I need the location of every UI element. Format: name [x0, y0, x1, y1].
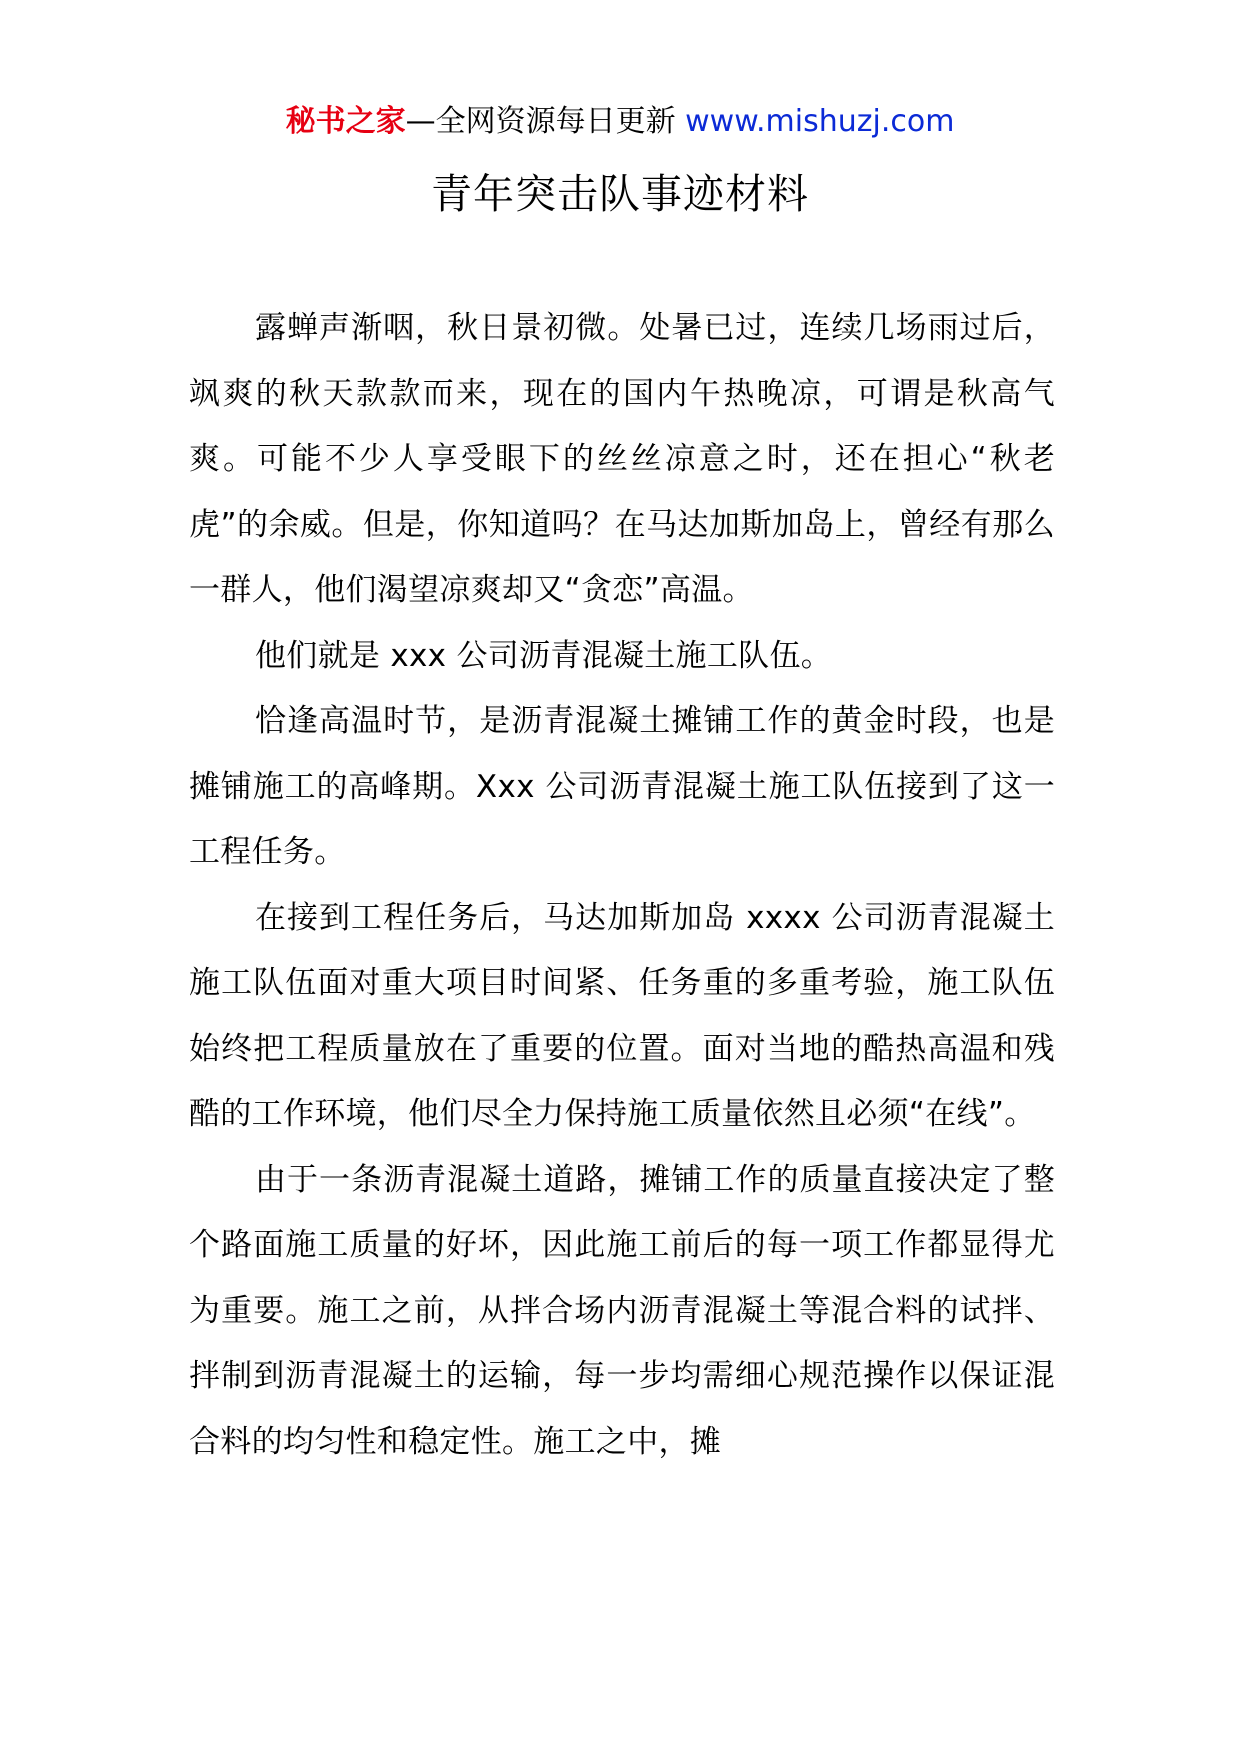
header-slogan: —全网资源每日更新: [405, 104, 686, 139]
paragraph-team: 他们就是 xxx 公司沥青混凝土施工队伍。: [255, 637, 833, 674]
paragraph-quality: 由于一条沥青混凝土道路，摊铺工作的质量直接决定了整个路面施工质量的好坏，因此施工前后的每一项工作都显得尤为重要。施工之前，从拌合场内沥青混凝土等混合料的试拌、拌制到沥青混凝土的运输，每一步均需细心规范操作以保证混合料的均匀性和稳定性。施工之中，摊: [189, 1161, 1055, 1460]
document-body: [189, 296, 1055, 1475]
paragraph-intro: 露蝉声渐咽，秋日景初微。处暑已过，连续几场雨过后，飒爽的秋天款款而来，现在的国内午热晚凉，可谓是秋高气爽。可能不少人享受眼下的丝丝凉意之时，还在担心“秋老虎”的余威。但是，你知道吗？在马达加斯加岛上，曾经有那么一群人，他们渴望凉爽却又“贪恋”高温。: [189, 310, 1055, 608]
document-title: 青年突击队事迹材料: [431, 170, 809, 218]
site-url-link[interactable]: www.mishuzj.com: [685, 104, 955, 139]
brand-name: 秘书之家: [285, 104, 406, 139]
site-header: [0, 100, 1240, 144]
paragraph-season: 恰逢高温时节，是沥青混凝土摊铺工作的黄金时段，也是摊铺施工的高峰期。Xxx 公司沥青混凝土施工队伍接到了这一工程任务。: [189, 703, 1055, 870]
paragraph-task: 在接到工程任务后，马达加斯加岛 xxxx 公司沥青混凝土施工队伍面对重大项目时间紧、任务重的多重考验，施工队伍始终把工程质量放在了重要的位置。面对当地的酷热高温和残酷的工作环境，他们尽全力保持施工质量依然且必须“在线”。: [189, 899, 1055, 1132]
